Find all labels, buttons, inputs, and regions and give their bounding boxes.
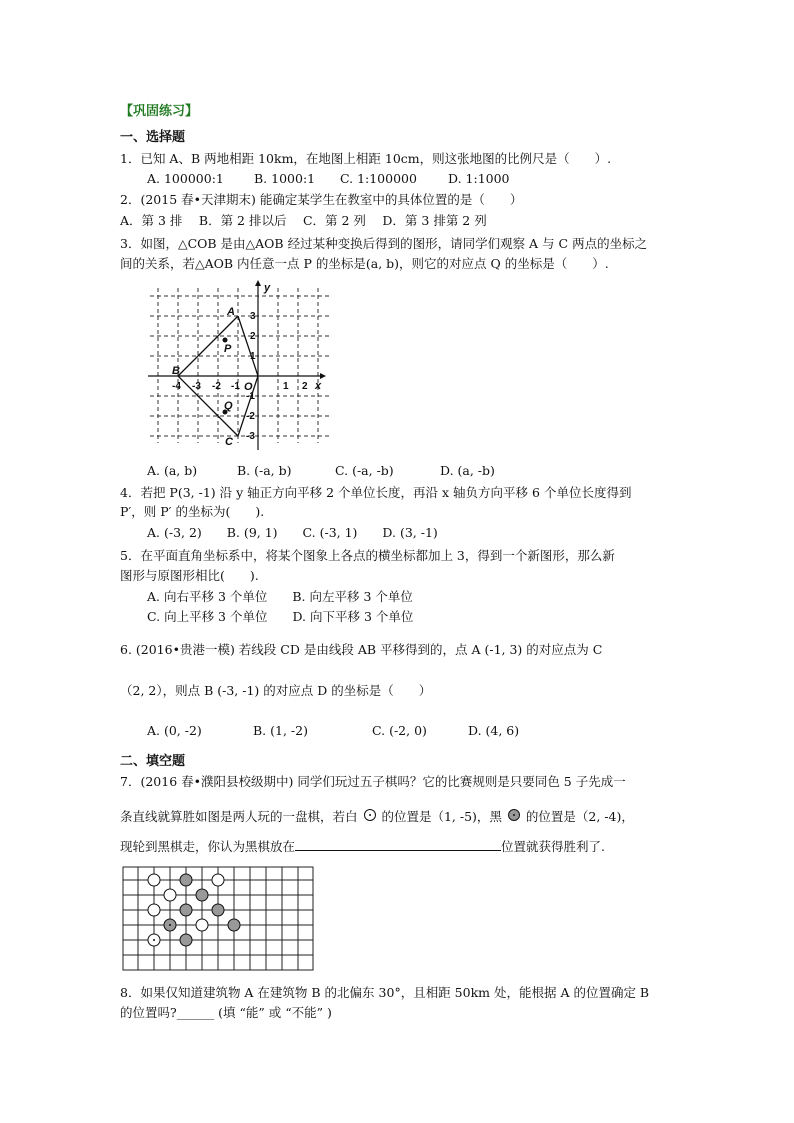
question-8-line-2: 的位置吗?______ (填 “能” 或 “不能” ) bbox=[120, 1005, 332, 1020]
q1-option-d: D. 1:1000 bbox=[448, 171, 510, 186]
y-tick-neg1: -1 bbox=[246, 391, 255, 402]
white-stone-icon bbox=[363, 808, 377, 822]
x-tick-neg1: -1 bbox=[231, 381, 240, 392]
y-axis-label: y bbox=[264, 282, 271, 294]
question-2-options: A．第 3 排 B．第 2 排以后 C．第 2 列 D．第 3 排第 2 列 bbox=[120, 213, 487, 228]
point-q-label: Q bbox=[224, 400, 233, 412]
x-tick-neg3: -3 bbox=[192, 381, 201, 392]
question-5-options-row-2: C. 向上平移 3 个单位 D. 向下平移 3 个单位 bbox=[147, 609, 414, 624]
q3-option-d: D. (a, -b) bbox=[440, 463, 495, 478]
stone-marker-gray bbox=[169, 924, 171, 926]
question-5-options-row-1: A. 向右平移 3 个单位 B. 向左平移 3 个单位 bbox=[147, 589, 413, 604]
q7-text-c: 的位置是（2, -4)， bbox=[525, 809, 634, 824]
question-6-line-1: 6. (2016•贵港一模) 若线段 CD 是由线段 AB 平移得到的，点 A (-1, 3) 的对应点为 C bbox=[120, 642, 603, 657]
origin-label: O bbox=[244, 381, 253, 393]
question-1-text: 1．已知 A、B 两地相距 10km，在地图上相距 10cm，则这张地图的比例尺是（ ）. bbox=[120, 151, 612, 166]
q3-option-a: A. (a, b) bbox=[147, 463, 198, 478]
white-stone bbox=[148, 904, 160, 916]
y-axis-arrow bbox=[255, 280, 261, 286]
q1-option-b: B. 1000:1 bbox=[254, 171, 316, 186]
question-5-line-2: 图形与原图形相比( ). bbox=[120, 568, 259, 583]
gray-stone bbox=[180, 874, 192, 886]
gray-stone bbox=[180, 934, 192, 946]
section-fill: 二、填空题 bbox=[120, 754, 186, 769]
question-7-line-3 bbox=[120, 836, 605, 856]
q1-option-c: C. 1:100000 bbox=[340, 171, 417, 186]
gray-stone bbox=[212, 904, 224, 916]
q7-text-b: 的位置是（1, -5)，黑 bbox=[381, 809, 502, 824]
x-tick-neg4: -4 bbox=[172, 381, 181, 392]
y-tick-2: 2 bbox=[250, 331, 256, 342]
q3-option-b: B. (-a, b) bbox=[237, 463, 292, 478]
black-stone-icon bbox=[507, 808, 521, 822]
x-axis-label: x bbox=[315, 380, 322, 392]
question-4-options: A. (-3, 2) B. (9, 1) C. (-3, 1) D. (3, -1) bbox=[147, 525, 438, 540]
question-2-text: 2．(2015 春•天津期末) 能确定某学生在教室中的具体位置的是（ ） bbox=[120, 192, 523, 207]
gray-stone bbox=[180, 904, 192, 916]
q6-option-a: A. (0, -2) bbox=[147, 723, 202, 738]
q6-option-b: B. (1, -2) bbox=[253, 723, 308, 738]
section-choice: 一、选择题 bbox=[120, 130, 186, 145]
y-tick-1: 1 bbox=[250, 351, 256, 362]
q7-text-d: 现轮到黑棋走，你认为黑棋放在 bbox=[120, 839, 296, 854]
question-6-line-2: （2, 2），则点 B (-3, -1) 的对应点 D 的坐标是（ ） bbox=[120, 683, 432, 698]
heading: 【巩固练习】 bbox=[120, 104, 199, 119]
point-b-label: B bbox=[172, 365, 180, 377]
question-3-line-2: 间的关系，若△AOB 内任意一点 P 的坐标是(a, b)，则它的对应点 Q 的坐标是（ ）. bbox=[120, 256, 609, 271]
gray-stone bbox=[196, 889, 208, 901]
x-axis-arrow bbox=[320, 373, 326, 379]
q6-option-c: C. (-2, 0) bbox=[372, 723, 427, 738]
gomoku-board bbox=[122, 866, 316, 973]
point-a-label: A bbox=[227, 306, 235, 318]
q7-text-a: 条直线就算胜如图是两人玩的一盘棋，若白 bbox=[120, 809, 358, 824]
gray-stone bbox=[228, 919, 240, 931]
question-4-line-1: 4．若把 P(3, -1) 沿 y 轴正方向平移 2 个单位长度，再沿 x 轴负方向平移 6 个单位长度得到 bbox=[120, 485, 632, 500]
question-7-line-1: 7．(2016 春•濮阳县校级期中) 同学们玩过五子棋吗？它的比赛规则是只要同色 5 子先成一 bbox=[120, 774, 626, 789]
y-tick-neg2: -2 bbox=[246, 411, 255, 422]
white-stone bbox=[212, 874, 224, 886]
q3-option-c: C. (-a, -b) bbox=[335, 463, 394, 478]
question-4-line-2: P′，则 P′ 的坐标为( ). bbox=[120, 504, 265, 519]
question-7-line-2 bbox=[120, 808, 634, 826]
white-stone bbox=[164, 889, 176, 901]
x-tick-2: 2 bbox=[302, 381, 308, 392]
q7-text-e: 位置就获得胜利了. bbox=[501, 839, 605, 854]
question-5-line-1: 5．在平面直角坐标系中，将某个图象上各点的横坐标都加上 3，得到一个新图形，那么新 bbox=[120, 548, 615, 563]
x-tick-1: 1 bbox=[283, 381, 289, 392]
point-p-label: P bbox=[224, 343, 232, 355]
q6-option-d: D. (4, 6) bbox=[468, 723, 520, 738]
coordinate-figure bbox=[140, 278, 340, 453]
q1-option-a: A. 100000:1 bbox=[147, 171, 224, 186]
white-stone bbox=[148, 874, 160, 886]
question-8-line-1: 8．如果仅知道建筑物 A 在建筑物 B 的北偏东 30°，且相距 50km 处，能根据 A 的位置确定 B bbox=[120, 985, 650, 1000]
point-p-dot bbox=[223, 338, 228, 343]
y-tick-neg3: -3 bbox=[246, 431, 255, 442]
y-tick-3: 3 bbox=[250, 311, 256, 322]
white-stone bbox=[196, 919, 208, 931]
question-3-line-1: 3．如图，△COB 是由△AOB 经过某种变换后得到的图形，请同学们观察 A 与 C 两点的坐标之 bbox=[120, 236, 648, 251]
point-c-label: C bbox=[225, 436, 233, 448]
stone-marker-white bbox=[153, 939, 155, 941]
x-tick-neg2: -2 bbox=[212, 381, 221, 392]
answer-blank[interactable] bbox=[295, 836, 501, 851]
